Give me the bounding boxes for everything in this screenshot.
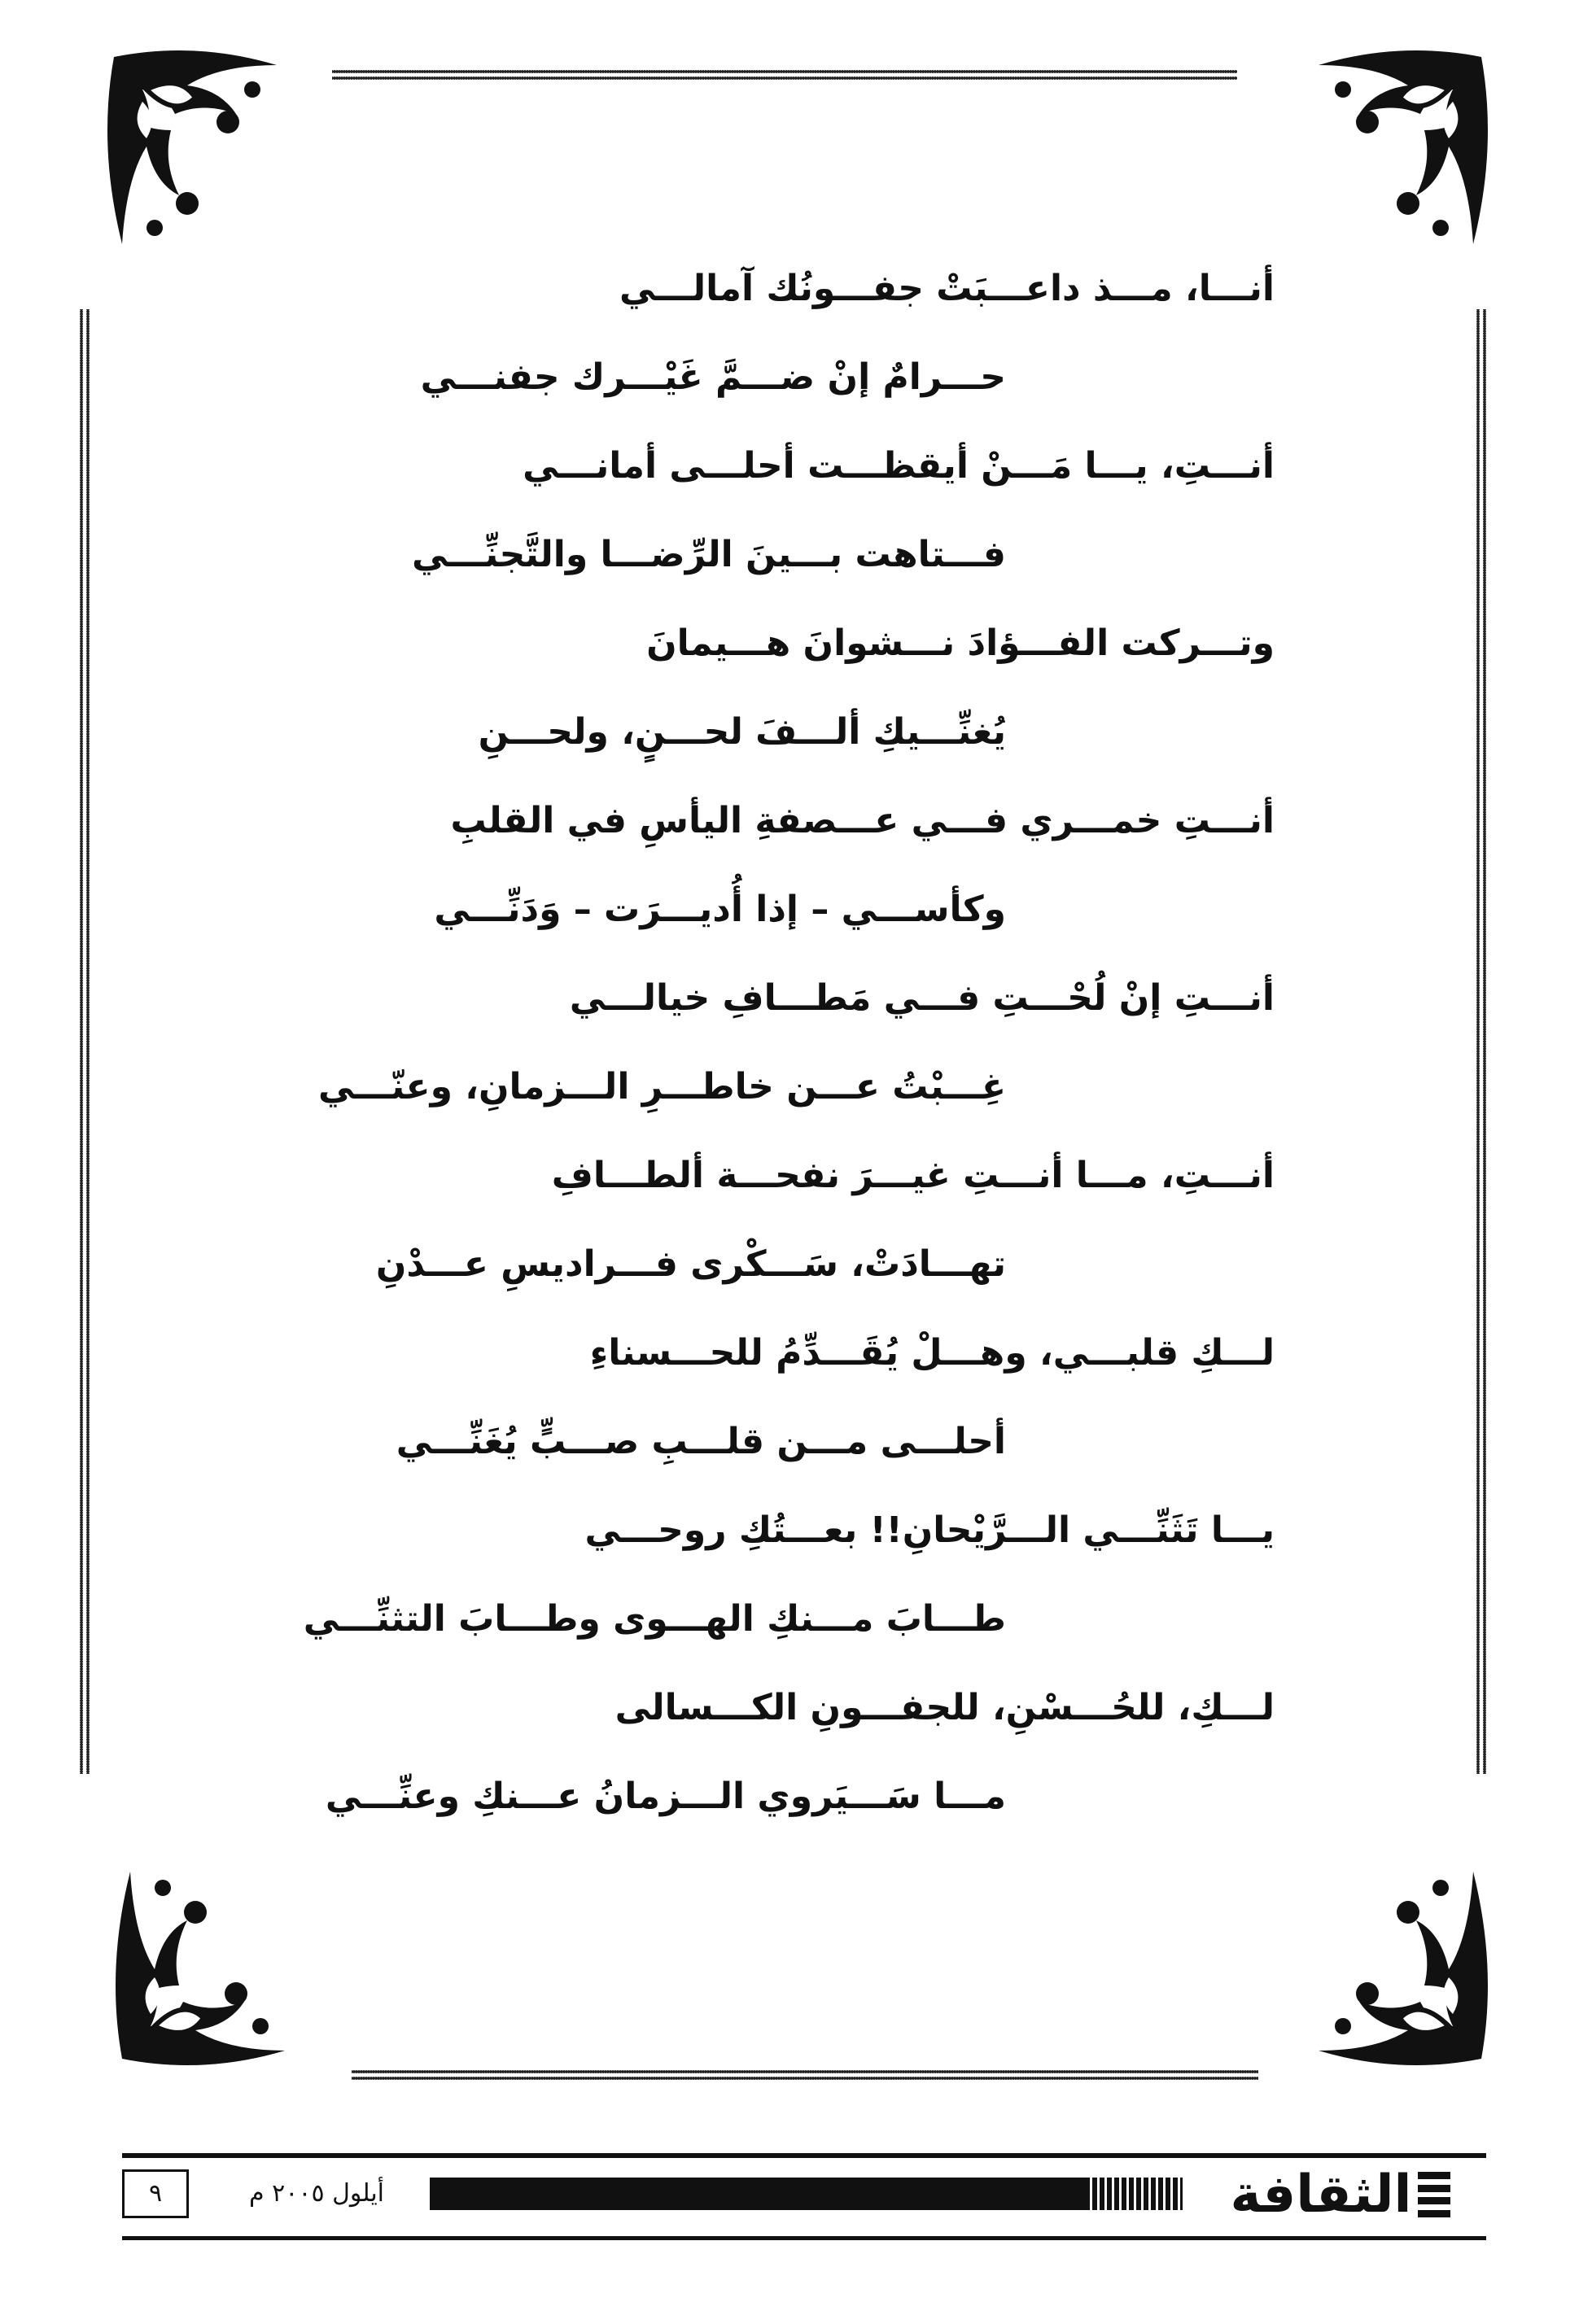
page-number: ٩ [148,2179,163,2208]
verse-line: غِـــبْتُ عـــن خاطـــرِ الـــزمانِ، وعنّـــي [317,1066,1006,1107]
verse-line: أنـــا، مـــذ داعـــبَتْ جفـــونُك آمالـــي [619,268,1275,309]
verse-line: تهـــادَتْ، سَـــكْرى فـــراديسِ عـــدْنِ [375,1243,1006,1285]
verse-line: لـــكِ، للحُـــسْنِ، للجفـــونِ الكـــسالى [614,1687,1275,1728]
verse-line: وكأســـي – إذا أُديـــرَت – وَدَنِّـــي [434,889,1006,930]
magazine-name: الثقافة [1230,2165,1412,2225]
verse-line: أنـــتِ، مـــا أنـــتِ غيـــرَ نفحـــة ألطـــافِ [551,1155,1275,1196]
bottom-dotted-border [352,2068,1258,2082]
footer-bottom-rule [122,2236,1486,2240]
verse-line: طـــابَ مـــنكِ الهـــوى وطـــابَ التثنِّـــي [303,1598,1006,1640]
verse-line: لـــكِ قلبـــي، وهـــلْ يُقَـــدِّمُ للحـــسناءِ [589,1332,1275,1374]
verse-line: فـــتاهت بـــينَ الرِّضـــا والتَّجنِّـــي [412,534,1006,575]
logo-stripes-icon [1418,2172,1450,2217]
issue-date: أيلول ٢٠٠٥ م [248,2179,385,2208]
footer-black-bar [430,2178,1183,2210]
verse-line: أنـــتِ إنْ لُحْـــتِ فـــي مَطـــافِ خيالـــي [569,977,1275,1019]
verse-line: أحلـــى مـــن قلـــبِ صـــبٍّ يُغَنِّـــي [396,1421,1006,1462]
verse-line: وتـــركت الفـــؤادَ نـــشوانَ هـــيمانَ [646,622,1275,664]
verse-line: يُغنِّـــيكِ ألـــفَ لحـــنٍ، ولحـــنِ [478,711,1006,753]
verse-line: يـــا تَثَنِّـــي الـــرَّيْحانِ!! بعـــتُكِ روحـــي [584,1509,1275,1551]
verse-line: أنـــتِ خمـــري فـــي عـــصفةِ اليأسِ في القلبِ [450,800,1275,841]
verse-line: أنـــتِ، يـــا مَـــنْ أيقظـــت أحلـــى أمانـــي [523,445,1275,487]
magazine-logo [1190,2165,1491,2225]
verse-line: مـــا سَـــيَروي الـــزمانُ عـــنكِ وعنِّـــي [325,1776,1006,1817]
page-number-box [122,2169,189,2218]
bottom-right-floral-corner-ornament-icon [1302,1855,1498,2075]
bottom-left-floral-corner-ornament-icon [106,1855,301,2075]
footer-top-rule [122,2153,1486,2158]
verse-line: حـــرامٌ إنْ ضـــمَّ غَيْـــرك جفنـــي [420,356,1006,398]
